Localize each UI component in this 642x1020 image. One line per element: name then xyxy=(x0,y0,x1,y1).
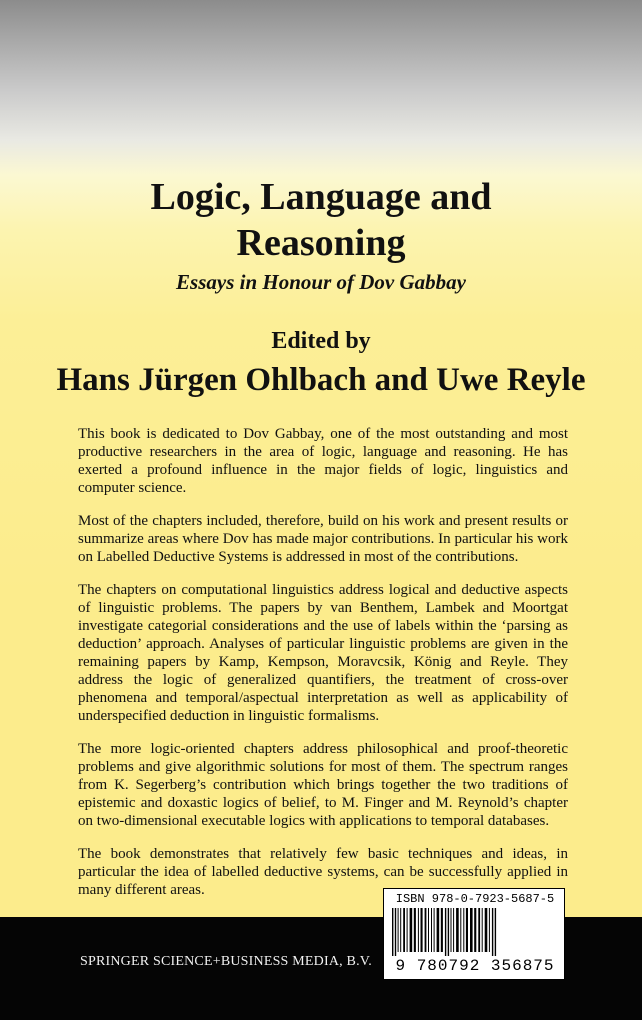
barcode-bar xyxy=(453,908,454,952)
barcode-bar xyxy=(470,908,473,952)
barcode-bars xyxy=(390,908,560,956)
book-title-line-2: Reasoning xyxy=(236,222,406,264)
book-subtitle: Essays in Honour of Dov Gabbay xyxy=(176,270,466,294)
barcode-bar xyxy=(395,908,396,956)
barcode-bar xyxy=(485,908,488,952)
barcode-bar xyxy=(489,908,490,952)
barcode-bar xyxy=(437,908,440,952)
barcode-bar xyxy=(460,908,461,952)
barcode-bar xyxy=(398,908,399,952)
barcode-bar xyxy=(428,908,429,952)
description-paragraph-2: Most of the chapters included, therefore, build on his work and present results or summarize areas where Dov has made major contributions. In particular his work on Labelled Deductive Systems is addressed in most of the contributions. xyxy=(78,513,568,565)
barcode-bar xyxy=(441,908,443,952)
isbn-label: ISBN 978-0-7923-5687-5 xyxy=(395,892,555,906)
barcode-bar xyxy=(410,908,413,952)
barcode-bar xyxy=(421,908,423,952)
book-description xyxy=(78,425,568,914)
barcode-bar xyxy=(434,908,435,952)
barcode-bar xyxy=(474,908,476,952)
editors-names: Hans Jürgen Ohlbach and Uwe Reyle xyxy=(56,362,586,398)
barcode-bar xyxy=(392,908,393,956)
barcode-bar xyxy=(418,908,419,952)
barcode-digits: 9 780792 356875 xyxy=(395,957,555,975)
edited-by-label: Edited by xyxy=(271,328,371,354)
publisher-name: SPRINGER SCIENCE+BUSINESS MEDIA, B.V. xyxy=(80,954,372,969)
barcode-bar xyxy=(463,908,464,952)
barcode-bar xyxy=(431,908,432,952)
description-paragraph-1: This book is dedicated to Dov Gabbay, one of the most outstanding and most productive researchers in the area of logic, language and reasoning. He has exerted a profound influence in the major fields of logic, linguistics and computer science. xyxy=(78,426,568,496)
barcode-bar xyxy=(495,908,496,956)
barcode-bar xyxy=(492,908,493,956)
barcode-bar xyxy=(448,908,449,956)
description-paragraph-5: The book demonstrates that relatively few basic techniques and ideas, in particular the idea of labelled deductive systems, can be successfully applied in many different areas. xyxy=(78,846,568,898)
barcode-bar xyxy=(466,908,468,952)
barcode-bar xyxy=(456,908,459,952)
isbn-barcode xyxy=(383,888,565,980)
barcode-bar xyxy=(425,908,427,952)
barcode-bar xyxy=(482,908,483,952)
barcode-bar xyxy=(414,908,416,952)
barcode-bar xyxy=(451,908,452,952)
book-title xyxy=(0,174,642,266)
barcode-bar xyxy=(445,908,446,956)
barcode-bar xyxy=(407,908,408,952)
barcode-bar xyxy=(400,908,401,952)
description-paragraph-4: The more logic-oriented chapters address philosophical and proof-theoretic problems and give algorithmic solutions for most of them. The spectrum ranges from K. Segerberg’s contribution which brings together the two traditions of epistemic and doxastic logics of belief, to M. Finger and M. Reynold’s chapter on two-dimensional executable logics with applications to temporal databases. xyxy=(78,741,568,829)
book-title-line-1: Logic, Language and xyxy=(150,176,492,218)
description-paragraph-3: The chapters on computational linguistics address logical and deductive aspects of linguistic problems. The papers by van Benthem, Lambek and Moortgat investigate categorial considerations and the use of labels within the ‘parsing as deduction’ approach. Analyses of particular linguistic problems are given in the remaining papers by Kamp, Kempson, Moravcsik, König and Reyle. They address the logic of generalized quantifiers, the treatment of cross-over phenomena and temporal/aspectual interpretation as well as applicability of underspecified deduction in linguistic formalisms. xyxy=(78,582,568,724)
barcode-bar xyxy=(403,908,405,952)
barcode-bar xyxy=(478,908,480,952)
